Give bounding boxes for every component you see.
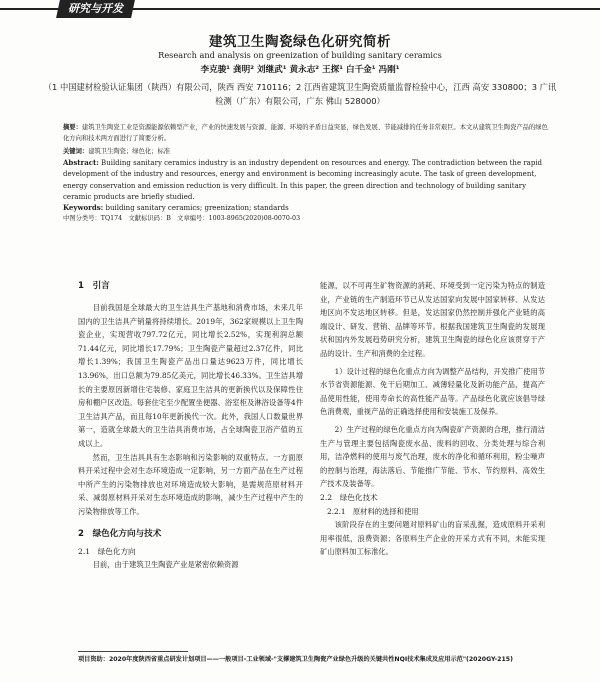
authors: 李克骏¹ 龚明² 刘继武¹ 黄永志² 王探¹ 白千金¹ 冯刚¹ <box>200 65 400 75</box>
paragraph: 2）生产过程的绿色化重点方向为陶瓷矿产资源的合理，推行清洁生产与管理主要包括陶瓷废水品、废料的回收、分类处理与综合利用，洁净燃料的使用与废气治理，废水的净化和循环利用，粉尘噪声的控制与治理，海法落后、节能推广节能、节水、节约原料、高效生产技术及装备等。 <box>320 424 545 489</box>
section-1-heading: 1 引言 <box>78 281 110 291</box>
section-2-1-heading: 2.1 绿色化方向 <box>78 546 136 556</box>
abstract-en <box>63 157 553 203</box>
abstract-cn <box>63 122 553 144</box>
paragraph: 目前我国是全球最大的卫生洁具生产基地和消费市场，未来几年国内的卫生洁具产销量将持续增长。2019年，362家规模以上卫生陶瓷企业，实现营收797.72亿元，同比增长2.52%，实现利润总额71.44亿元，同比增长17.79%；卫生陶瓷产量超过2.37亿件，同比增长1.39%；我国卫生陶瓷产品出口量达9623万件，同比增长13.96%，出口总额为79.85亿美元，同比增长46.33%。卫生洁具增长的主要原因新增住宅装修、家庭卫生洁具的更新换代以及保障性住房和棚户区改造。每套住宅至少配置坐便器、浴室柜及淋浴设备等4件卫生洁具产品，而且每10年更新换代一次。此外，我国人口数量世界第一，造就全球最大的卫生洁具消费市场，占全球陶瓷卫浴产值的五成以上。 <box>78 303 303 448</box>
paragraph: 该阶段存在的主要问题对原料矿山的盲采乱掘，造成原料开采利用率很低，浪费资源；各原料生产企业的开采方式有不同，未能实现矿山原料加工标准化。 <box>320 520 545 557</box>
section-2-2-1-heading: 2.2.1 原材料的选择和使用 <box>327 506 419 516</box>
section-tag: 研究与开发 <box>56 0 135 18</box>
paragraph: 1）设计过程的绿色化重点方向为调整产品结构，开发推广使用节水节省资源能源、免干后期加工、减薄轻量化及新功能产品，提高产品使用性能，使用寿命长的高性能产品等。产品绿色化就应该倡导绿色消费观，重视产品的正确选择使用和安装施工及保养。 <box>320 366 545 417</box>
section-header <box>0 0 600 22</box>
section-2-2-heading: 2.2 绿色化技术 <box>320 492 378 502</box>
paragraph: 能源，以不可再生矿物资源的消耗、环境受到一定污染为特点的制造业，产业链的生产制造环节已从发达国家向发展中国家转移、从发达地区向不发达地区转移。但是，发达国家仍然控制并强化产业链的高端设计、研发、营销、品牌等环节。根据我国建筑卫生陶瓷的发展现状和国内外发展趋势研究分析，建筑卫生陶瓷的绿色化应该贯穿于产品的设计、生产和消费的全过程。 <box>320 281 545 358</box>
funding-text: 2020年度陕西省重点研发计划项目——一般项目-工业领域-"支撑建筑卫生陶瓷产业绿色升级的关键共性NQI技术集成及应用示范"(2020GY-215) <box>108 656 513 663</box>
abstract-cn-text: 建筑卫生陶瓷工业是资源能源依赖型产业，产业的快速发展与资源、能源、环境的矛盾日益突显，绿色发展、节能减排的任务非常艰巨。本文从建筑卫生陶瓷产品的绿色化方向和技术两方面进行了简要分析。 <box>63 124 548 143</box>
paragraph: 目前，由于建筑卫生陶瓷产业是紧密依赖资源 <box>92 560 239 570</box>
funding-label: 项目资助： <box>78 656 109 663</box>
funding-footnote <box>78 655 550 666</box>
abstract-en-text: Building sanitary ceramics industry is an industry dependent on resources and energy. The contradiction between the rapid development of the industry and resources, energy and environment is becoming increasingly acute. The task of green development, energy conservation and emission reduction is very difficult. In this paper, the green direction and technology of building sanitary ceramic products are briefly studied. <box>63 159 543 201</box>
keywords-en-text: building sanitary ceramics; greenization; standards <box>105 204 289 212</box>
keywords-cn <box>63 146 553 157</box>
keywords-en-label: Keywords: <box>63 203 104 212</box>
paragraph: 然而，卫生洁具具有生态影响和污染影响的双重特点。一方面原料开采过程中会对生态环境造成一定影响，另一方面产品在生产过程中所产生的污染物排放也对环境造成较大影响，是需规范原材料开采、减弱原材料开采对生态环境造成的影响，减少生产过程中产生的污染物排放等工作。 <box>78 452 303 516</box>
keywords-cn-label: 关键词： <box>63 148 89 155</box>
abstract-en-label: Abstract: <box>63 158 99 167</box>
keywords-cn-text: 建筑卫生陶瓷；绿色化；标准 <box>88 148 171 155</box>
affiliation: （1 中国建材检验认证集团（陕西）有限公司，陕西 西安 710116；2 江西省建筑卫生陶瓷质量监督检验中心，江西 高安 330800；3 广讯检测（广东）有限公司，广东 佛山 528000） <box>43 82 557 106</box>
right-column <box>320 279 545 559</box>
left-column <box>78 279 303 572</box>
section-2-heading: 2 绿色化方向与技术 <box>78 528 162 539</box>
classification-info: 中图分类号：TQ174 文献标识码：B 文章编号：1003-8965(2020)08-0070-03 <box>63 215 301 222</box>
paper-title-cn: 建筑卫生陶瓷绿色化研究简析 <box>209 34 391 50</box>
footnote-rule <box>78 651 188 652</box>
paper-title-en: Research and analysis on greenization of building sanitary ceramics <box>158 50 442 60</box>
abstract-cn-label: 摘要： <box>63 124 82 131</box>
